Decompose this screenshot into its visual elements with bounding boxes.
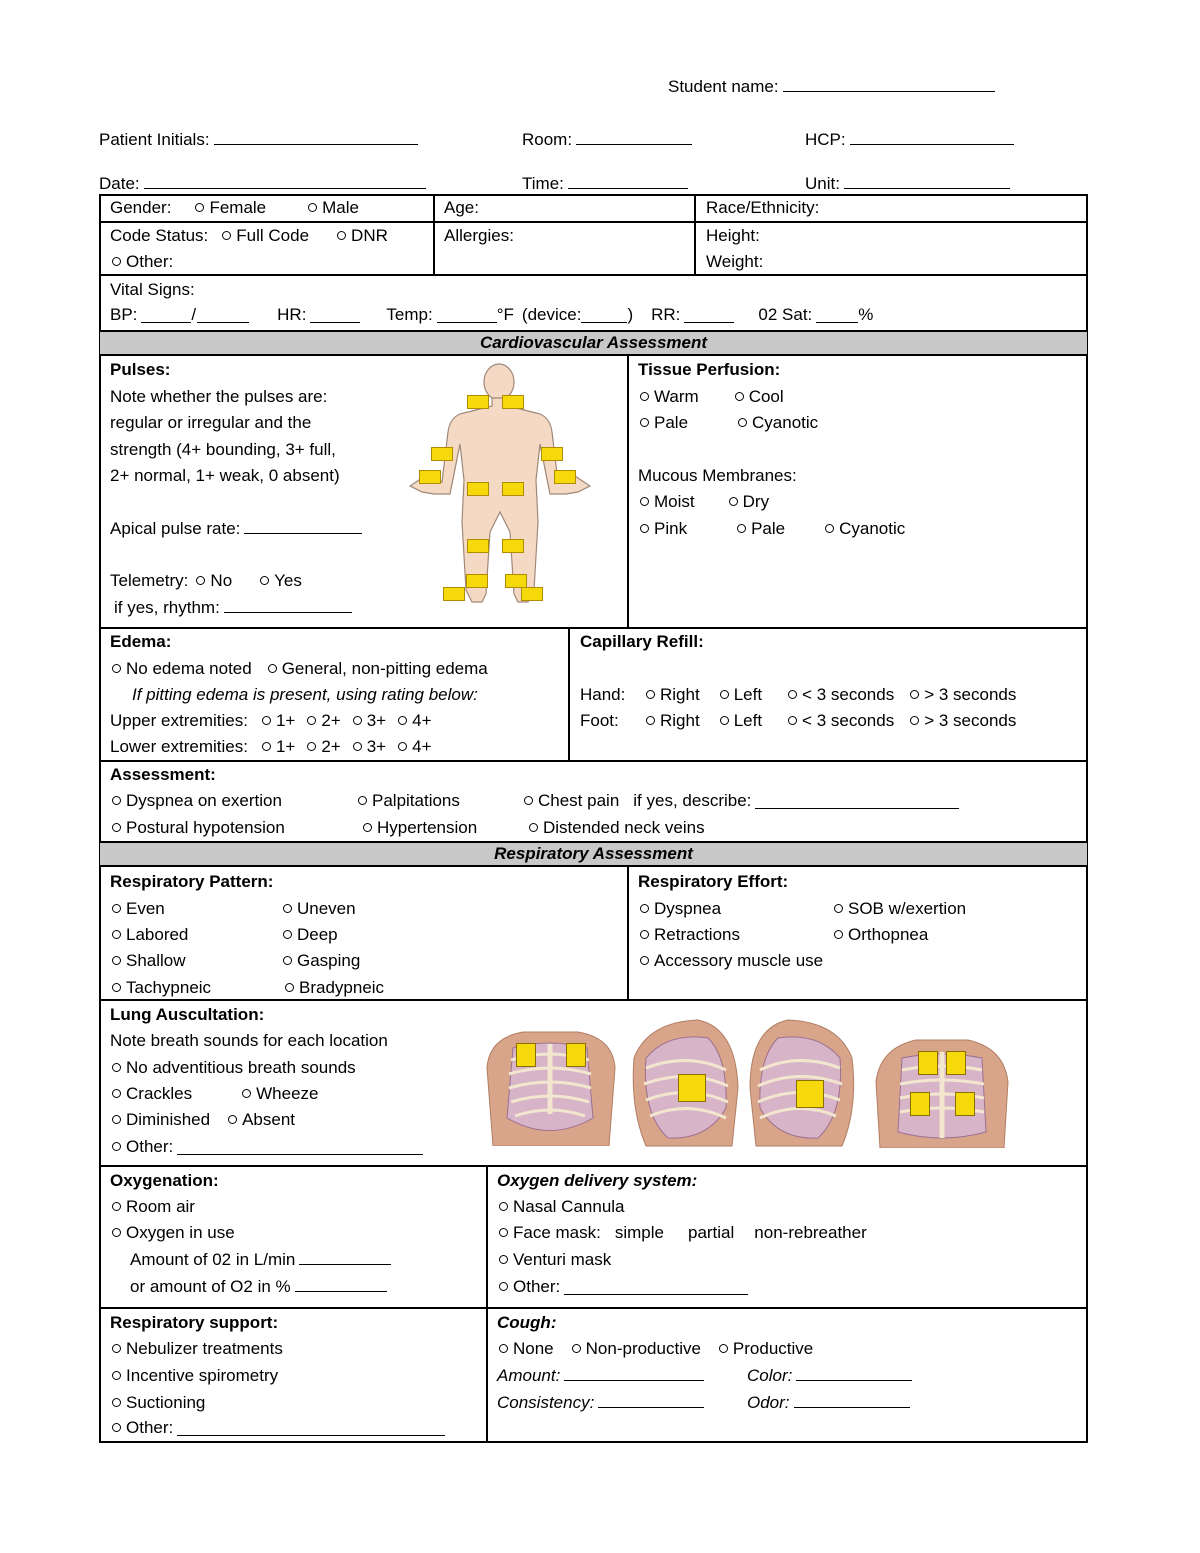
- vital-signs-label: Vital Signs:: [110, 280, 195, 299]
- general-edema-radio[interactable]: [268, 664, 277, 673]
- upper-grade-radio[interactable]: [398, 716, 407, 725]
- tachypneic-radio[interactable]: [112, 983, 121, 992]
- patient-initials-label: Patient Initials:: [99, 130, 210, 149]
- labored-option: Labored: [126, 925, 189, 944]
- o2-lpm-label: Amount of 02 in L/min: [130, 1250, 296, 1269]
- uneven-radio[interactable]: [283, 904, 292, 913]
- full-code-radio[interactable]: [222, 231, 231, 240]
- o2-lpm-field[interactable]: [130, 1247, 391, 1273]
- rr-field[interactable]: [684, 307, 734, 323]
- nasal-cannula-option: Nasal Cannula: [513, 1197, 625, 1216]
- foot-label: Foot:: [580, 711, 619, 730]
- cough-amount-label: Amount:: [497, 1366, 561, 1385]
- pale-mucous-option: Pale: [751, 519, 786, 538]
- describe-label: if yes, describe:: [633, 791, 752, 810]
- divider: [486, 1165, 488, 1443]
- suctioning-radio[interactable]: [112, 1398, 121, 1407]
- labored-radio[interactable]: [112, 930, 121, 939]
- hand-lt3-radio[interactable]: [788, 690, 797, 699]
- pulse-marker[interactable]: [466, 574, 488, 588]
- nasal-cannula-radio[interactable]: [499, 1202, 508, 1211]
- room-field[interactable]: [522, 129, 692, 150]
- pulse-marker[interactable]: [521, 587, 543, 601]
- support-other-label: Other:: [126, 1418, 174, 1437]
- lower-grade-radio[interactable]: [398, 742, 407, 751]
- pulse-marker[interactable]: [505, 574, 527, 588]
- no-edema-option: No edema noted: [126, 659, 252, 678]
- face-mask-radio[interactable]: [499, 1228, 508, 1237]
- pulses-note-4: 2+ normal, 1+ weak, 0 absent): [110, 466, 340, 485]
- cool-radio[interactable]: [735, 392, 744, 401]
- cyanotic-mucous-radio[interactable]: [825, 524, 834, 533]
- pink-option: Pink: [654, 519, 688, 538]
- crackles-radio[interactable]: [112, 1089, 121, 1098]
- foot-right-option: Right: [660, 711, 700, 730]
- room-label: Room:: [522, 130, 573, 149]
- unit-field[interactable]: [805, 173, 1010, 194]
- lower-extremities-label: Lower extremities:: [110, 737, 248, 756]
- foot-right-radio[interactable]: [646, 716, 655, 725]
- moist-option: Moist: [654, 492, 695, 511]
- telemetry-label: Telemetry:: [110, 571, 189, 590]
- divider: [99, 1307, 1088, 1309]
- device-label: (device:: [521, 305, 582, 324]
- accessory-radio[interactable]: [640, 956, 649, 965]
- apical-field[interactable]: [110, 516, 362, 542]
- no-edema-radio[interactable]: [112, 664, 121, 673]
- orthopnea-option: Orthopnea: [848, 925, 929, 944]
- hand-right-radio[interactable]: [646, 690, 655, 699]
- respiratory-section-title: Respiratory Assessment: [100, 841, 1087, 867]
- pulse-marker[interactable]: [443, 587, 465, 601]
- temp-label: Temp:: [386, 305, 433, 324]
- pulse-marker[interactable]: [541, 447, 563, 461]
- auscultation-marker[interactable]: [918, 1051, 938, 1075]
- male-radio[interactable]: [308, 203, 317, 212]
- warm-option: Warm: [654, 387, 699, 406]
- room-air-option: Room air: [126, 1197, 195, 1216]
- cough-consistency-label: Consistency:: [497, 1393, 595, 1412]
- pitting-note: If pitting edema is present, using rating below:: [132, 685, 478, 704]
- oxygen-in-use-option: Oxygen in use: [126, 1223, 235, 1242]
- dyspnea-option: Dyspnea: [654, 899, 722, 918]
- palpitations-radio[interactable]: [358, 796, 367, 805]
- general-edema-option: General, non-pitting edema: [281, 659, 488, 678]
- auscultation-marker[interactable]: [566, 1043, 586, 1067]
- bradypneic-radio[interactable]: [285, 983, 294, 992]
- support-other-field[interactable]: [177, 1420, 445, 1436]
- face-mask-option: Face mask:: [513, 1223, 601, 1242]
- pulse-marker[interactable]: [467, 395, 489, 409]
- cough-color-label: Color:: [747, 1366, 793, 1385]
- moist-radio[interactable]: [640, 497, 649, 506]
- cough-none-option: None: [513, 1339, 554, 1358]
- gasping-radio[interactable]: [283, 956, 292, 965]
- other-code-radio[interactable]: [112, 257, 121, 266]
- date-field[interactable]: [99, 173, 426, 194]
- device-close: ): [627, 305, 634, 324]
- foot-lt3-radio[interactable]: [788, 716, 797, 725]
- pulse-marker[interactable]: [502, 482, 524, 496]
- dry-option: Dry: [742, 492, 770, 511]
- lung-other-field[interactable]: [177, 1139, 423, 1155]
- non-productive-radio[interactable]: [572, 1344, 581, 1353]
- full-code-option: Full Code: [236, 226, 310, 245]
- cool-option: Cool: [748, 387, 784, 406]
- incentive-option: Incentive spirometry: [126, 1366, 279, 1385]
- o2-percent-field[interactable]: [130, 1274, 387, 1300]
- rr-label: RR:: [651, 305, 681, 324]
- foot-gt3-option: > 3 seconds: [924, 711, 1017, 730]
- wheeze-option: Wheeze: [256, 1084, 319, 1103]
- resp-effort-label: Respiratory Effort:: [638, 872, 789, 891]
- deep-option: Deep: [297, 925, 338, 944]
- resp-pattern-label: Respiratory Pattern:: [110, 872, 274, 891]
- absent-option: Absent: [242, 1110, 296, 1129]
- deep-radio[interactable]: [283, 930, 292, 939]
- telemetry-yes-radio[interactable]: [260, 576, 269, 585]
- pulse-marker[interactable]: [431, 447, 453, 461]
- capillary-refill-label: Capillary Refill:: [580, 632, 704, 651]
- postural-option: Postural hypotension: [126, 818, 285, 837]
- describe-field[interactable]: [755, 793, 959, 809]
- divider: [99, 274, 1088, 276]
- suctioning-option: Suctioning: [126, 1393, 206, 1412]
- pulses-note-2: regular or irregular and the: [110, 413, 312, 432]
- palpitations-option: Palpitations: [372, 791, 460, 810]
- auscultation-marker[interactable]: [796, 1080, 824, 1108]
- divider: [627, 866, 629, 1001]
- pulse-marker[interactable]: [502, 539, 524, 553]
- dnr-option: DNR: [351, 226, 388, 245]
- even-radio[interactable]: [112, 904, 121, 913]
- auscultation-marker[interactable]: [946, 1051, 966, 1075]
- upper-grade-radio[interactable]: [262, 716, 271, 725]
- pale-option: Pale: [654, 413, 689, 432]
- anterior-chest-image: [483, 1018, 618, 1146]
- lower-grade-1: 1+: [275, 737, 296, 756]
- incentive-radio[interactable]: [112, 1371, 121, 1380]
- sob-radio[interactable]: [834, 904, 843, 913]
- upper-grade-1: 1+: [275, 711, 296, 730]
- foot-lt3-option: < 3 seconds: [802, 711, 895, 730]
- productive-option: Productive: [732, 1339, 814, 1358]
- cough-amount-field[interactable]: [497, 1363, 704, 1389]
- cyanotic-radio[interactable]: [738, 418, 747, 427]
- bp-diastolic-field[interactable]: [197, 307, 249, 323]
- divider: [99, 760, 1088, 762]
- diminished-option: Diminished: [126, 1110, 211, 1129]
- student-name-label: Student name:: [668, 77, 779, 96]
- auscultation-marker[interactable]: [516, 1043, 536, 1067]
- gender-label: Gender:: [110, 198, 172, 217]
- retractions-radio[interactable]: [640, 930, 649, 939]
- pale-radio[interactable]: [640, 418, 649, 427]
- bp-separator: /: [191, 305, 197, 324]
- hand-label: Hand:: [580, 685, 626, 704]
- pulses-label: Pulses:: [110, 360, 171, 379]
- cardiovascular-section-title: Cardiovascular Assessment: [100, 330, 1087, 356]
- oxygenation-label: Oxygenation:: [110, 1171, 219, 1190]
- rhythm-label: if yes, rhythm:: [114, 598, 220, 617]
- even-option: Even: [126, 899, 165, 918]
- delivery-system-label: Oxygen delivery system:: [497, 1171, 698, 1190]
- pulse-marker[interactable]: [554, 470, 576, 484]
- pulse-marker[interactable]: [467, 482, 489, 496]
- non-productive-option: Non-productive: [585, 1339, 701, 1358]
- jvd-radio[interactable]: [529, 823, 538, 832]
- code-status-label: Code Status:: [110, 226, 209, 245]
- divider: [99, 999, 1088, 1001]
- room-air-radio[interactable]: [112, 1202, 121, 1211]
- nebulizer-option: Nebulizer treatments: [126, 1339, 283, 1358]
- dnr-radio[interactable]: [337, 231, 346, 240]
- female-option: Female: [209, 198, 267, 217]
- divider: [433, 194, 435, 276]
- lower-grade-2: 2+: [321, 737, 341, 756]
- lower-grade-radio[interactable]: [307, 742, 316, 751]
- weight-label: Weight:: [706, 252, 764, 271]
- crackles-option: Crackles: [126, 1084, 193, 1103]
- divider: [99, 1165, 1088, 1167]
- doe-option: Dyspnea on exertion: [126, 791, 282, 810]
- chest-pain-radio[interactable]: [524, 796, 533, 805]
- chest-pain-option: Chest pain: [538, 791, 620, 810]
- cough-odor-label: Odor:: [747, 1393, 790, 1412]
- hand-gt3-radio[interactable]: [910, 690, 919, 699]
- hr-field[interactable]: [310, 307, 360, 323]
- other-code-option: Other:: [126, 252, 174, 271]
- cough-color-field[interactable]: [747, 1363, 912, 1389]
- no-adventitious-radio[interactable]: [112, 1063, 121, 1072]
- o2-percent-label: or amount of O2 in %: [130, 1277, 291, 1296]
- hcp-label: HCP:: [805, 130, 846, 149]
- simple-option[interactable]: simple: [614, 1223, 664, 1242]
- divider: [627, 355, 629, 629]
- student-name-field[interactable]: [668, 76, 995, 97]
- support-other-radio[interactable]: [112, 1423, 121, 1432]
- age-label: Age:: [444, 198, 479, 217]
- upper-grade-2: 2+: [321, 711, 341, 730]
- hand-lt3-option: < 3 seconds: [802, 685, 895, 704]
- gasping-option: Gasping: [297, 951, 361, 970]
- pulse-marker[interactable]: [467, 539, 489, 553]
- delivery-other-label: Other:: [513, 1277, 561, 1296]
- lung-auscultation-label: Lung Auscultation:: [110, 1005, 265, 1024]
- hand-left-radio[interactable]: [720, 690, 729, 699]
- hand-left-option: Left: [733, 685, 763, 704]
- lower-grade-4: 4+: [412, 737, 432, 756]
- doe-radio[interactable]: [112, 796, 121, 805]
- lower-grade-radio[interactable]: [262, 742, 271, 751]
- tachypneic-option: Tachypneic: [126, 978, 212, 997]
- posterior-chest-image: [872, 1022, 1012, 1148]
- sob-option: SOB w/exertion: [848, 899, 967, 918]
- cyanotic-mucous-option: Cyanotic: [839, 519, 906, 538]
- o2-sat-label: 02 Sat:: [758, 305, 813, 324]
- retractions-option: Retractions: [654, 925, 740, 944]
- rhythm-field[interactable]: [114, 595, 352, 621]
- delivery-other-field[interactable]: [564, 1279, 748, 1295]
- oxygen-in-use-radio[interactable]: [112, 1228, 121, 1237]
- dry-radio[interactable]: [729, 497, 738, 506]
- female-radio[interactable]: [195, 203, 204, 212]
- absent-radio[interactable]: [228, 1115, 237, 1124]
- pink-radio[interactable]: [640, 524, 649, 533]
- upper-grade-4: 4+: [412, 711, 432, 730]
- telemetry-no-option: No: [210, 571, 233, 590]
- telemetry-no-radio[interactable]: [196, 576, 205, 585]
- lung-other-radio[interactable]: [112, 1142, 121, 1151]
- delivery-other-radio[interactable]: [499, 1282, 508, 1291]
- o2-sat-field[interactable]: [816, 307, 858, 323]
- non-rebreather-option[interactable]: non-rebreather: [754, 1223, 867, 1242]
- cough-label: Cough:: [497, 1313, 557, 1332]
- shallow-option: Shallow: [126, 951, 186, 970]
- foot-left-radio[interactable]: [720, 716, 729, 725]
- pale-mucous-radio[interactable]: [737, 524, 746, 533]
- edema-label: Edema:: [110, 632, 172, 651]
- allergies-label: Allergies:: [444, 226, 514, 245]
- nebulizer-radio[interactable]: [112, 1344, 121, 1353]
- lung-note: Note breath sounds for each location: [110, 1031, 388, 1050]
- partial-option[interactable]: partial: [687, 1223, 735, 1242]
- lung-other-label: Other:: [126, 1137, 174, 1156]
- warm-radio[interactable]: [640, 392, 649, 401]
- bp-systolic-field[interactable]: [141, 307, 191, 323]
- bp-label: BP:: [110, 305, 138, 324]
- bradypneic-option: Bradypneic: [299, 978, 385, 997]
- male-option: Male: [322, 198, 359, 217]
- uneven-option: Uneven: [297, 899, 356, 918]
- shallow-radio[interactable]: [112, 956, 121, 965]
- upper-grade-radio[interactable]: [307, 716, 316, 725]
- foot-gt3-radio[interactable]: [910, 716, 919, 725]
- hr-label: HR:: [277, 305, 307, 324]
- lower-grade-3: 3+: [366, 737, 387, 756]
- cough-consistency-field[interactable]: [497, 1390, 704, 1416]
- accessory-option: Accessory muscle use: [654, 951, 824, 970]
- upper-grade-radio[interactable]: [353, 716, 362, 725]
- auscultation-marker[interactable]: [955, 1092, 975, 1116]
- cyanotic-option: Cyanotic: [752, 413, 819, 432]
- venturi-radio[interactable]: [499, 1255, 508, 1264]
- jvd-option: Distended neck veins: [543, 818, 705, 837]
- race-label: Race/Ethnicity:: [706, 198, 820, 217]
- cough-odor-field[interactable]: [747, 1390, 910, 1416]
- venturi-option: Venturi mask: [513, 1250, 612, 1269]
- device-field[interactable]: [581, 307, 627, 323]
- tissue-perfusion-label: Tissue Perfusion:: [638, 360, 781, 379]
- orthopnea-radio[interactable]: [834, 930, 843, 939]
- resp-support-label: Respiratory support:: [110, 1313, 279, 1332]
- time-field[interactable]: [522, 173, 688, 194]
- foot-left-option: Left: [733, 711, 763, 730]
- percent-sign: %: [858, 305, 874, 324]
- pulse-marker[interactable]: [502, 395, 524, 409]
- hand-gt3-option: > 3 seconds: [924, 685, 1017, 704]
- hcp-field[interactable]: [805, 129, 1014, 150]
- divider: [694, 194, 696, 276]
- patient-initials-field[interactable]: [99, 129, 418, 150]
- hand-right-option: Right: [660, 685, 700, 704]
- apical-label: Apical pulse rate:: [110, 519, 241, 538]
- hypertension-radio[interactable]: [363, 823, 372, 832]
- temp-unit: °F: [496, 305, 514, 324]
- postural-radio[interactable]: [112, 823, 121, 832]
- hypertension-option: Hypertension: [377, 818, 478, 837]
- pulses-note-1: Note whether the pulses are:: [110, 387, 328, 406]
- temp-field[interactable]: [437, 307, 497, 323]
- divider: [568, 627, 570, 762]
- pulse-marker[interactable]: [419, 470, 441, 484]
- upper-grade-3: 3+: [366, 711, 387, 730]
- body-figure-image: [400, 362, 600, 607]
- productive-radio[interactable]: [719, 1344, 728, 1353]
- diminished-radio[interactable]: [112, 1115, 121, 1124]
- auscultation-marker[interactable]: [678, 1074, 706, 1102]
- no-adventitious-option: No adventitious breath sounds: [126, 1058, 356, 1077]
- cv-assessment-label: Assessment:: [110, 765, 216, 784]
- lower-grade-radio[interactable]: [353, 742, 362, 751]
- unit-label: Unit:: [805, 174, 840, 193]
- telemetry-yes-option: Yes: [274, 571, 302, 590]
- date-label: Date:: [99, 174, 140, 193]
- pulses-note-3: strength (4+ bounding, 3+ full,: [110, 440, 336, 459]
- cough-none-radio[interactable]: [499, 1344, 508, 1353]
- auscultation-marker[interactable]: [910, 1092, 930, 1116]
- dyspnea-radio[interactable]: [640, 904, 649, 913]
- height-label: Height:: [706, 226, 760, 245]
- upper-extremities-label: Upper extremities:: [110, 711, 248, 730]
- time-label: Time:: [522, 174, 564, 193]
- mucous-membranes-label: Mucous Membranes:: [638, 466, 797, 485]
- wheeze-radio[interactable]: [242, 1089, 251, 1098]
